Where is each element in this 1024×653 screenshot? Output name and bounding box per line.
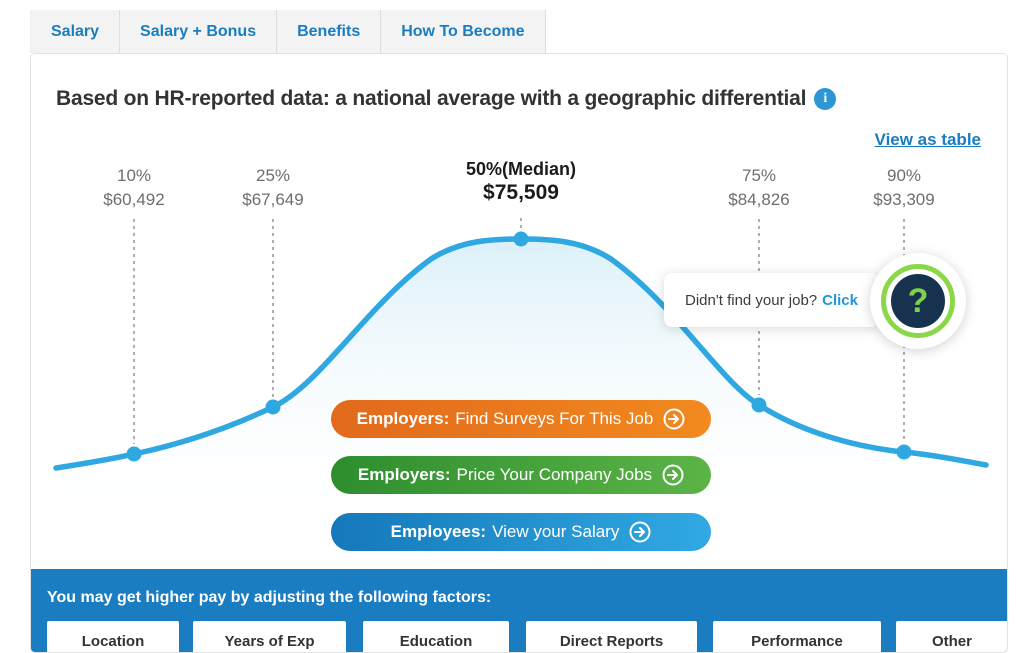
- percentile-dot-25: [266, 400, 281, 415]
- percentile-label-median: [431, 157, 611, 205]
- factor-direct-reports[interactable]: [526, 621, 697, 653]
- percentile-median-value: $75,509: [483, 181, 559, 204]
- percentile-label-90: [854, 164, 954, 212]
- factor-years-of-exp[interactable]: [193, 621, 346, 653]
- cta-label: View your Salary: [492, 522, 620, 541]
- percentile-label-10: [84, 164, 184, 212]
- pay-factors-panel: [31, 569, 1008, 653]
- tab-how-to-become[interactable]: How To Become: [381, 10, 545, 53]
- percentile-10-label: 10%: [116, 166, 152, 185]
- percentile-dot-75: [752, 398, 767, 413]
- factor-label: Other: [931, 633, 972, 650]
- cta-bold-label: Employees:: [390, 522, 487, 541]
- question-mark-icon: ?: [891, 274, 945, 328]
- arrow-right-circle-icon: [629, 521, 651, 543]
- factor-label: Years of Exp: [224, 633, 315, 650]
- percentile-75-value: $84,826: [728, 190, 790, 209]
- employers-find-surveys-button[interactable]: [331, 400, 711, 438]
- question-badge-ring: [881, 264, 955, 338]
- percentile-90-value: $93,309: [873, 190, 935, 209]
- arrow-right-circle-icon: [663, 408, 685, 430]
- percentile-25-value: $67,649: [242, 190, 304, 209]
- factor-label: Performance: [751, 633, 843, 650]
- factor-education[interactable]: [363, 621, 509, 653]
- percentile-dot-10: [127, 447, 142, 462]
- factor-label: Education: [399, 633, 473, 650]
- percentile-75-label: 75%: [741, 166, 777, 185]
- employees-view-salary-button[interactable]: [331, 513, 711, 551]
- cta-bold-label: Employers:: [357, 465, 451, 484]
- didnt-find-job-tooltip: [664, 273, 879, 327]
- percentile-dot-50: [514, 232, 529, 247]
- cta-label: Find Surveys For This Job: [455, 409, 654, 428]
- factors-heading: You may get higher pay by adjusting the following factors:: [47, 589, 492, 606]
- employers-price-jobs-button[interactable]: [331, 456, 711, 494]
- factor-label: Location: [81, 633, 145, 650]
- tab-benefits[interactable]: Benefits: [277, 10, 381, 53]
- percentile-dot-90: [897, 445, 912, 460]
- arrow-right-circle-icon: [662, 464, 684, 486]
- percentile-90-label: 90%: [886, 166, 922, 185]
- tooltip-text: Didn't find your job?: [685, 291, 818, 309]
- view-as-table-link[interactable]: View as table: [874, 130, 981, 149]
- tab-bar: [30, 10, 546, 53]
- percentile-10-value: $60,492: [103, 190, 165, 209]
- info-icon[interactable]: i: [814, 88, 836, 110]
- percentile-label-25: [223, 164, 323, 212]
- factor-label: Direct Reports: [559, 633, 664, 650]
- factor-other[interactable]: [896, 621, 1008, 653]
- percentile-label-75: [709, 164, 809, 212]
- page-title: Based on HR-reported data: a national average with a geographic differential: [56, 87, 807, 110]
- cta-bold-label: Employers:: [356, 409, 450, 428]
- factor-location[interactable]: [47, 621, 179, 653]
- cta-label: Price Your Company Jobs: [456, 465, 653, 484]
- percentile-median-label: 50%(Median): [465, 159, 577, 179]
- factor-performance[interactable]: [713, 621, 881, 653]
- tab-salary[interactable]: Salary: [30, 10, 120, 53]
- question-badge[interactable]: [870, 253, 966, 349]
- tab-salary-plus-bonus[interactable]: Salary + Bonus: [120, 10, 277, 53]
- salary-chart-card: [30, 53, 1008, 653]
- salary-bell-curve-chart: [31, 214, 1008, 559]
- percentile-25-label: 25%: [255, 166, 291, 185]
- tooltip-click-link[interactable]: Click: [822, 291, 858, 309]
